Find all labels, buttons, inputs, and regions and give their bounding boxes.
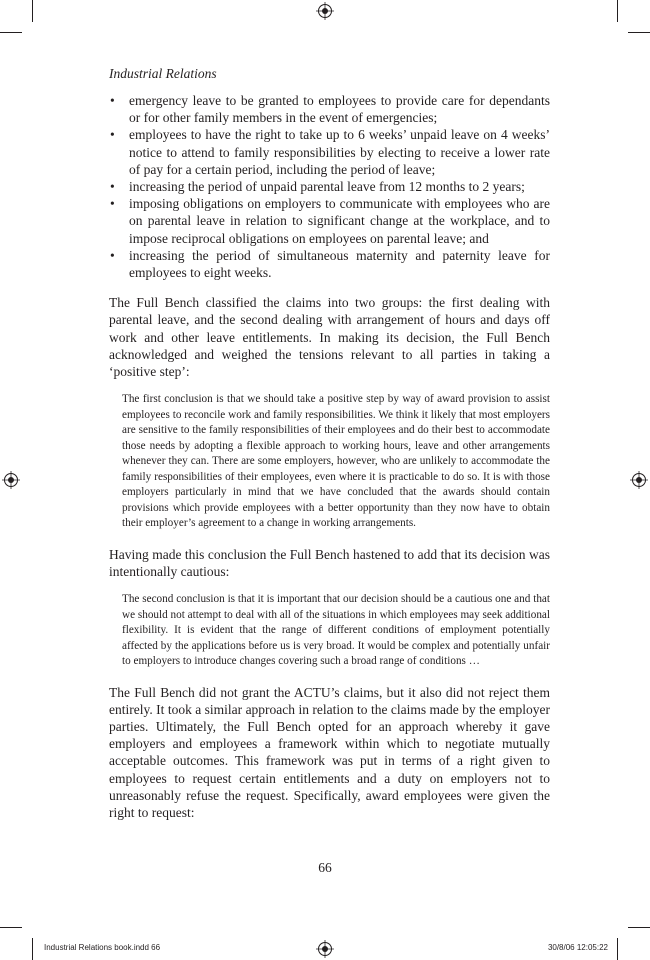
block-quote-second-conclusion: The second conclusion is that it is important that our decision should be a cautious one and that we should not attempt to deal with all of the situations in which employees may seek additional flexibility. It is evident that the range of different conditions of employment potentially affected by the applications before us is very broad. It would be complex and potentially unfair to employers to introduce changes covering such a broad range of conditions … bbox=[122, 593, 550, 668]
registration-mark-left-icon bbox=[2, 471, 20, 489]
list-item bbox=[109, 92, 550, 126]
page-content bbox=[109, 66, 550, 833]
body-paragraph-framework: The Full Bench did not grant the ACTU’s claims, but it also did not reject them entirely. It took a similar approach in relation to the claims made by the employer parties. Ultimately, the Full Bench opted for an approach whereby it gave employers and employees a framework within which to negotiate mutually acceptable outcomes. This framework was put in terms of a right given to employees to request certain entitlements and a duty on employers not to unreasonably refuse the request. Specifically, award employees were given the right to request: bbox=[109, 684, 550, 821]
crop-mark-top-right-h bbox=[628, 32, 650, 33]
crop-mark-top-left-h bbox=[0, 32, 22, 33]
list-item bbox=[109, 195, 550, 247]
running-head: Industrial Relations bbox=[109, 66, 217, 81]
body-paragraph-cautious: Having made this conclusion the Full Bench hastened to add that its decision was intentionally cautious: bbox=[109, 546, 550, 579]
bullet-icon: • bbox=[110, 196, 115, 212]
bullet-icon: • bbox=[110, 247, 115, 263]
list-item-text: imposing obligations on employers to communicate with employees who are on parental leave in relation to significant change at the workplace, and to impose reciprocal obligations on employees on parental leave; and bbox=[129, 196, 550, 246]
list-item bbox=[109, 126, 550, 178]
bullet-icon: • bbox=[110, 93, 115, 108]
bullet-icon: • bbox=[110, 179, 115, 195]
crop-mark-bottom-right-v bbox=[617, 938, 618, 960]
registration-mark-right-icon bbox=[630, 471, 648, 489]
list-item bbox=[109, 247, 550, 281]
bullet-list bbox=[109, 92, 550, 281]
list-item-text: emergency leave to be granted to employees to provide care for dependants or for other family members in the event of emergencies; bbox=[129, 93, 550, 126]
slug-timestamp: 30/8/06 12:05:22 bbox=[547, 943, 608, 952]
block-quote-first-conclusion: The first conclusion is that we should take a positive step by way of award provision to assist employees to reconcile work and family responsibilities. We think it likely that most employers are sensitive to the family responsibilities of their employees and do their best to accommodate those needs by adopting a flexible approach to working hours, leave and other arrangements whenever they can. There are some employers, however, who are unlikely to accommodate the family responsibilities of their employees, even where it is practicable to do so. It is with those employers particularly in mind that we have concluded that the awards should contain provisions which provide employees with a better opportunity than they now have to obtain their employer’s agreement to a change in working arrangements. bbox=[122, 393, 550, 530]
list-item-text: increasing the period of simultaneous maternity and paternity leave for employees to eight weeks. bbox=[129, 247, 550, 281]
bullet-icon: • bbox=[110, 127, 115, 143]
slug-file-name: Industrial Relations book.indd 66 bbox=[44, 943, 161, 952]
list-item bbox=[109, 178, 550, 195]
crop-mark-bottom-left-v bbox=[32, 938, 33, 960]
list-item-text: increasing the period of unpaid parental leave from 12 months to 2 years; bbox=[129, 179, 525, 195]
crop-mark-top-left-v bbox=[32, 0, 33, 22]
crop-mark-bottom-left-h bbox=[0, 927, 22, 928]
crop-mark-bottom-right-h bbox=[628, 927, 650, 928]
crop-mark-top-right-v bbox=[617, 0, 618, 22]
page-number: 66 bbox=[318, 860, 332, 875]
registration-mark-top-icon bbox=[316, 2, 334, 20]
list-item-text: employees to have the right to take up to 6 weeks’ unpaid leave on 4 weeks’ notice to attend to family responsibilities by electing to receive a lower rate of pay for a certain period, including the period of leave; bbox=[129, 127, 550, 177]
registration-mark-bottom-icon bbox=[316, 940, 334, 958]
body-paragraph-classification: The Full Bench classified the claims into two groups: the first dealing with parental leave, and the second dealing with arrangement of hours and days off work and other leave entitlements. In making its decision, the Full Bench acknowledged and weighed the tensions relevant to all parties in taking a ‘positive step’: bbox=[109, 295, 550, 380]
